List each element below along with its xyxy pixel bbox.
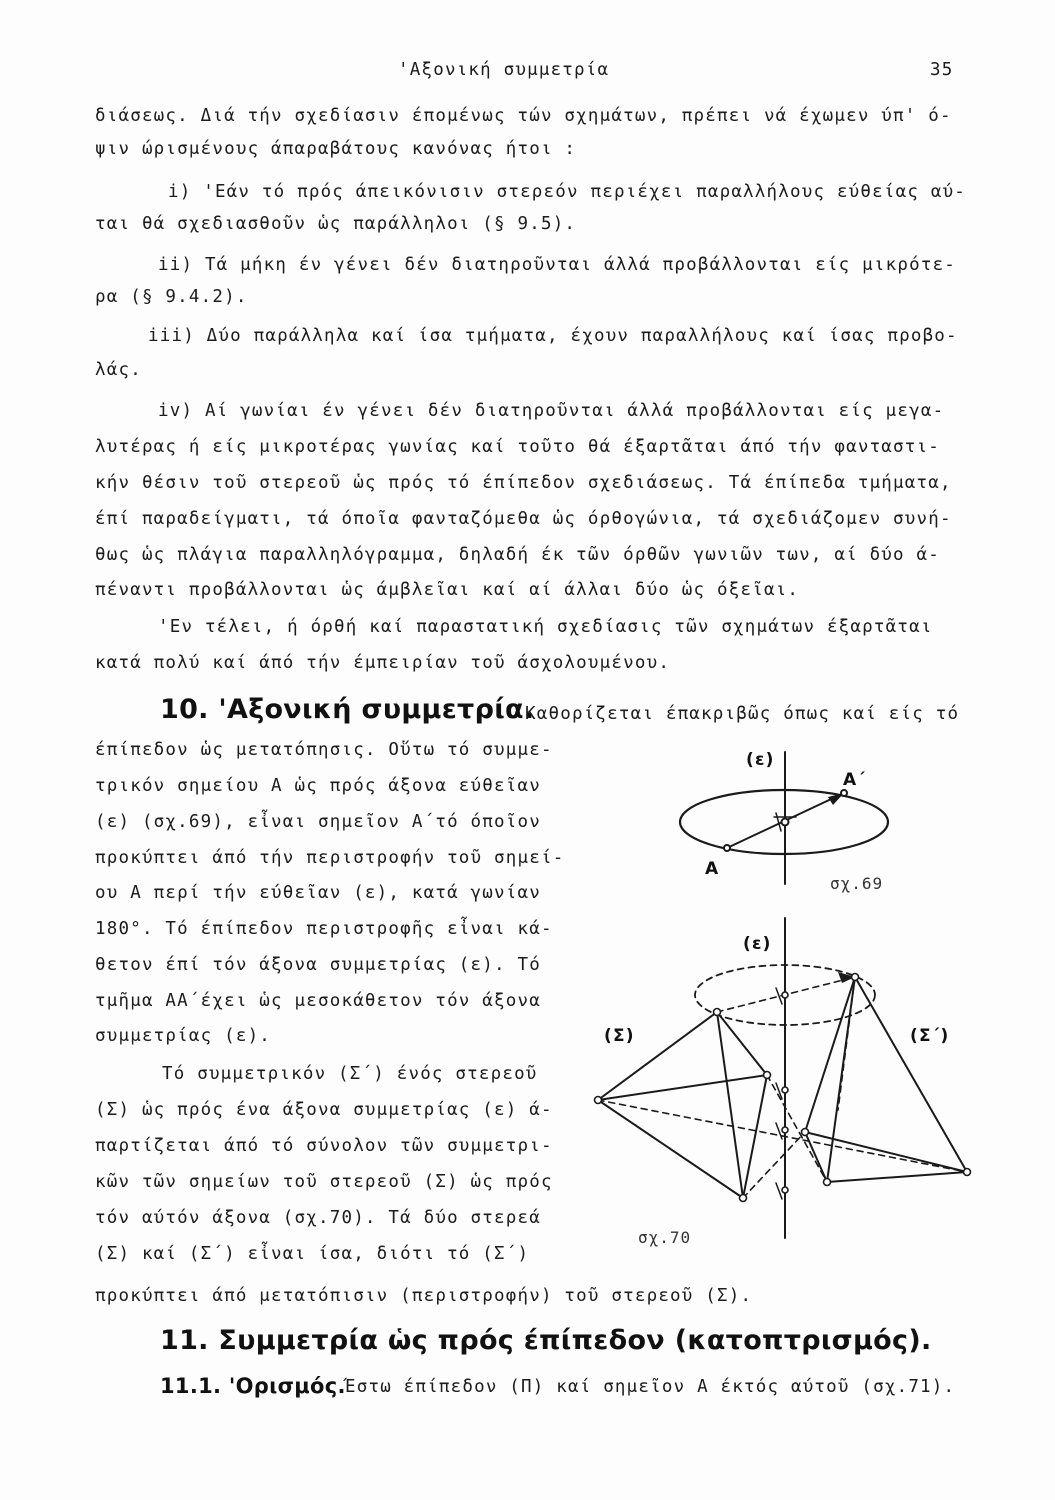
section-11-1-heading: 11.1. 'Ορισμός. [160,1374,346,1398]
section-10-line: προκύπτει άπό μετατόπισιν (περιστροφήν) τοῦ στερεοῦ (Σ). [95,1286,753,1306]
section-10-line: (ε) (σχ.69), εἶναι σημεῖον Α΄τό όποῖον [95,812,541,832]
body-line: θως ὡς πλάγια παραλληλόγραμμα, δηλαδή έκ τῶν όρθῶν γωνιῶν των, αί δύο ά- [95,545,940,565]
fig69-midpoint [782,819,789,826]
section-10-line: προκύπτει άπό τήν περιστροφήν τοῦ σημεί- [95,848,565,868]
section-10-line: (Σ) ὡς πρός ένα άξονα συμμετρίας (ε) ά- [95,1100,553,1120]
body-line: κατά πολύ καί άπό τήν έμπειρίαν τοῦ άσχολουμένου. [95,653,671,673]
section-11-1-text: Έστω έπίπεδον (Π) καί σημεῖον Α έκτός αύτοῦ (σχ.71). [345,1377,956,1397]
section-10-line: τμῆμα ΑΑ΄έχει ὡς μεσοκάθετον τόν άξονα [95,991,541,1011]
section-10-line: κῶν τῶν σημείων τοῦ στερεοῦ (Σ) ὡς πρός [95,1172,553,1192]
fig69-point-a [724,845,730,851]
section-10-line: Τό συμμετρικόν (Σ΄) ένός στερεοῦ [162,1064,538,1084]
fig70-solid-label: (Σ) [604,1026,635,1046]
body-line: ται θά σχεδιασθοῦν ὡς παράλληλοι (§ 9.5). [95,214,577,234]
section-11-heading: 11. Συμμετρία ὡς πρός έπίπεδον (κατοπτρισμός). [160,1325,932,1356]
body-line: πέναντι προβάλλονται ὡς άμβλεῖαι καί αί άλλαι δύο ὡς όξεῖαι. [95,580,800,600]
fig70-solid-prime-label: (Σ΄) [910,1026,950,1046]
section-10-line: ου Α περί τήν εύθεῖαν (ε), κατά γωνίαν [95,883,541,903]
fig70-axis-label: (ε) [743,934,772,954]
figure-70-drawing [595,918,971,1238]
section-10-line: 180°. Τό έπίπεδον περιστροφῆς εἶναι κά- [95,919,553,939]
body-line: ii) Τά μήκη έν γένει δέν διατηροῦνται άλλά προβάλλονται είς μικρότε- [158,255,957,275]
body-line: λυτέρας ή είς μικροτέρας γωνίας καί τοῦτο θά έξαρτᾶται άπό τήν φανταστι- [95,437,940,457]
section-10-line: τρικόν σημείου Α ὡς πρός άξονα εύθεῖαν [95,776,541,796]
body-line: κήν θέσιν τοῦ στερεοῦ ὡς πρός τό έπίπεδον σχεδιάσεως. Τά έπίπεδα τμήματα, [95,473,952,493]
section-10-line: συμμετρίας (ε). [95,1026,272,1046]
body-line: iii) Δύο παράλληλα καί ίσα τμήματα, έχουν παραλλήλους καί ίσας προβο- [148,326,958,346]
body-line: i) 'Εάν τό πρός άπεικόνισιν στερεόν περιέχει παραλλήλους εύθείας αύ- [168,182,967,202]
body-line: λάς. [95,360,142,380]
section-10-line: παρτίζεται άπό τό σύνολον τῶν συμμετρι- [95,1136,553,1156]
section-10-line: έπίπεδον ὡς μετατόπησις. Οὕτω τό συμμε- [95,740,553,760]
section-10-line: τόν αύτόν άξονα (σχ.70). Τά δύο στερεά [95,1208,541,1228]
body-line: έπί παραδείγματι, τά όποῖα φανταζόμεθα ὡς όρθογώνια, τά σχεδιάζομεν συνή- [95,509,952,529]
fig69-axis-label: (ε) [746,750,775,770]
fig69-point-a-prime-label: Α΄ [843,770,867,790]
body-line: ρα (§ 9.4.2). [95,287,248,307]
fig70-caption: σχ.70 [638,1228,692,1247]
fig69-point-a-label: Α [705,859,720,879]
body-line: iv) Αί γωνίαι έν γένει δέν διατηροῦνται άλλά προβάλλονται είς μεγα- [158,401,945,421]
fig69-caption: σχ.69 [830,874,884,893]
section-10-line: (Σ) καί (Σ΄) εἶναι ίσα, διότι τό (Σ΄) [95,1244,530,1264]
body-line: 'Εν τέλει, ή όρθή καί παραστατική σχεδίασις τῶν σχημάτων έξαρτᾶται [158,617,933,637]
page-number: 35 [930,60,954,80]
running-title: 'Αξονική συμμετρία [398,60,610,80]
section-10-heading: 10. 'Αξονική συμμετρία. [160,694,535,725]
section-10-lead: Καθορίζεται έπακριβῶς όπως καί είς τό [525,704,960,724]
section-10-line: θετον έπί τόν άξονα συμμετρίας (ε). Τό [95,955,541,975]
body-line: διάσεως. Διά τήν σχεδίασιν έπομένως τών σχημάτων, πρέπει νά έχωμεν ύπ' ό- [95,106,952,126]
body-line: ψιν ώρισμένους άπαραβάτους κανόνας ήτοι : [95,139,577,159]
